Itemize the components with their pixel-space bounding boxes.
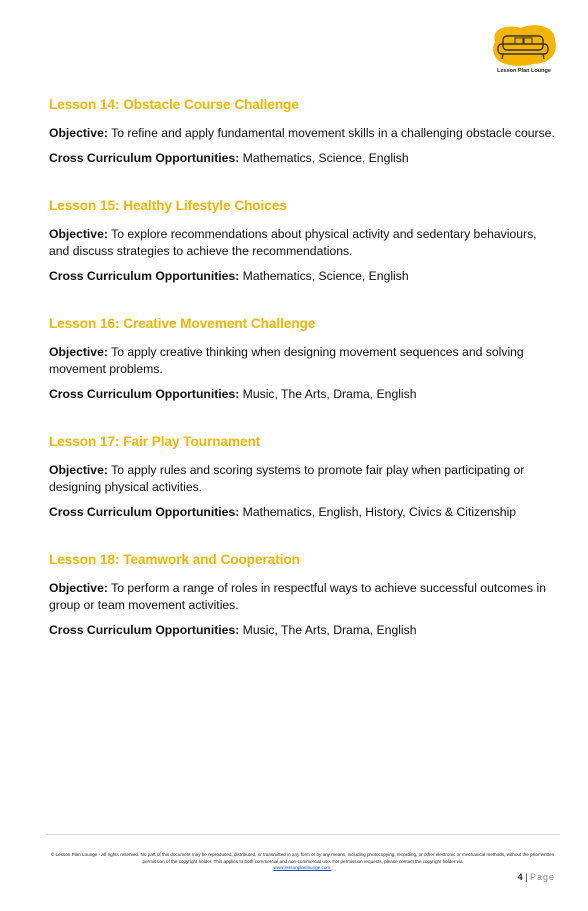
objective-label: Objective: (49, 463, 108, 477)
lesson-cross-curriculum (49, 386, 559, 403)
lesson-objective (49, 580, 559, 614)
footer-copyright (50, 852, 555, 872)
lesson-cross-curriculum (49, 622, 559, 639)
cross-curriculum-label: Cross Curriculum Opportunities: (49, 387, 240, 401)
cross-curriculum-label: Cross Curriculum Opportunities: (49, 505, 240, 519)
logo-brand-text: Lesson Plan Lounge (497, 68, 551, 74)
lesson-cross-curriculum (49, 504, 559, 521)
objective-text: To explore recommendations about physical activity and sedentary behaviours, and discuss strategies to achieve the recommendations. (49, 227, 537, 258)
lesson-list (49, 96, 559, 669)
footer-divider (46, 834, 560, 835)
lesson-title: Lesson 18: Teamwork and Cooperation (49, 552, 301, 567)
objective-label: Objective: (49, 345, 108, 359)
lesson-14 (49, 96, 559, 167)
sofa-logo-icon (489, 24, 559, 70)
cross-curriculum-label: Cross Curriculum Opportunities: (49, 269, 240, 283)
lesson-objective (49, 344, 559, 378)
website-link[interactable]: www.lessonplanlounge.com. (273, 865, 332, 870)
objective-label: Objective: (49, 581, 108, 595)
cross-curriculum-label: Cross Curriculum Opportunities: (49, 623, 240, 637)
objective-text: To refine and apply fundamental movement skills in a challenging obstacle course. (111, 126, 555, 140)
page-number (518, 872, 555, 882)
lesson-15 (49, 197, 559, 285)
lesson-title: Lesson 16: Creative Movement Challenge (49, 316, 316, 331)
cross-curriculum-text: Music, The Arts, Drama, English (242, 623, 417, 637)
page-number-value: 4 (517, 872, 523, 882)
lesson-17 (49, 433, 559, 521)
lesson-cross-curriculum (49, 150, 559, 167)
lesson-objective (49, 125, 559, 142)
lesson-plan-lounge-logo (489, 24, 559, 78)
lesson-objective (49, 462, 559, 496)
objective-text: To apply creative thinking when designing movement sequences and solving movement problems. (49, 345, 524, 376)
objective-label: Objective: (49, 227, 108, 241)
objective-label: Objective: (49, 126, 108, 140)
cross-curriculum-text: Mathematics, English, History, Civics & Citizenship (242, 505, 517, 519)
lesson-18 (49, 551, 559, 639)
page-word: Page (529, 872, 555, 882)
lesson-cross-curriculum (49, 268, 559, 285)
objective-text: To apply rules and scoring systems to promote fair play when participating or designing physical activities. (49, 463, 525, 494)
cross-curriculum-label: Cross Curriculum Opportunities: (49, 151, 240, 165)
page-separator: | (522, 872, 530, 882)
cross-curriculum-text: Music, The Arts, Drama, English (242, 387, 417, 401)
lesson-title: Lesson 14: Obstacle Course Challenge (49, 97, 299, 112)
cross-curriculum-text: Mathematics, Science, English (242, 151, 409, 165)
objective-text: To perform a range of roles in respectful ways to achieve successful outcomes in group or team movement activities. (49, 581, 547, 612)
lesson-title: Lesson 17: Fair Play Tournament (49, 434, 261, 449)
lesson-16 (49, 315, 559, 403)
cross-curriculum-text: Mathematics, Science, English (242, 269, 409, 283)
lesson-objective (49, 226, 559, 260)
copyright-text: © Lesson Plan Lounge - All rights reserved. No part of this document may be reproduced, distributed, or transmitted in any form or by any means, including photocopying, recording, or other electronic or mechanical methods, without the prior written permission of the copyright holder. This applies to both commercial and non-commercial use. For permission requests, please contact the copyright holder via (50, 852, 555, 864)
lesson-title: Lesson 15: Healthy Lifestyle Choices (49, 198, 287, 213)
